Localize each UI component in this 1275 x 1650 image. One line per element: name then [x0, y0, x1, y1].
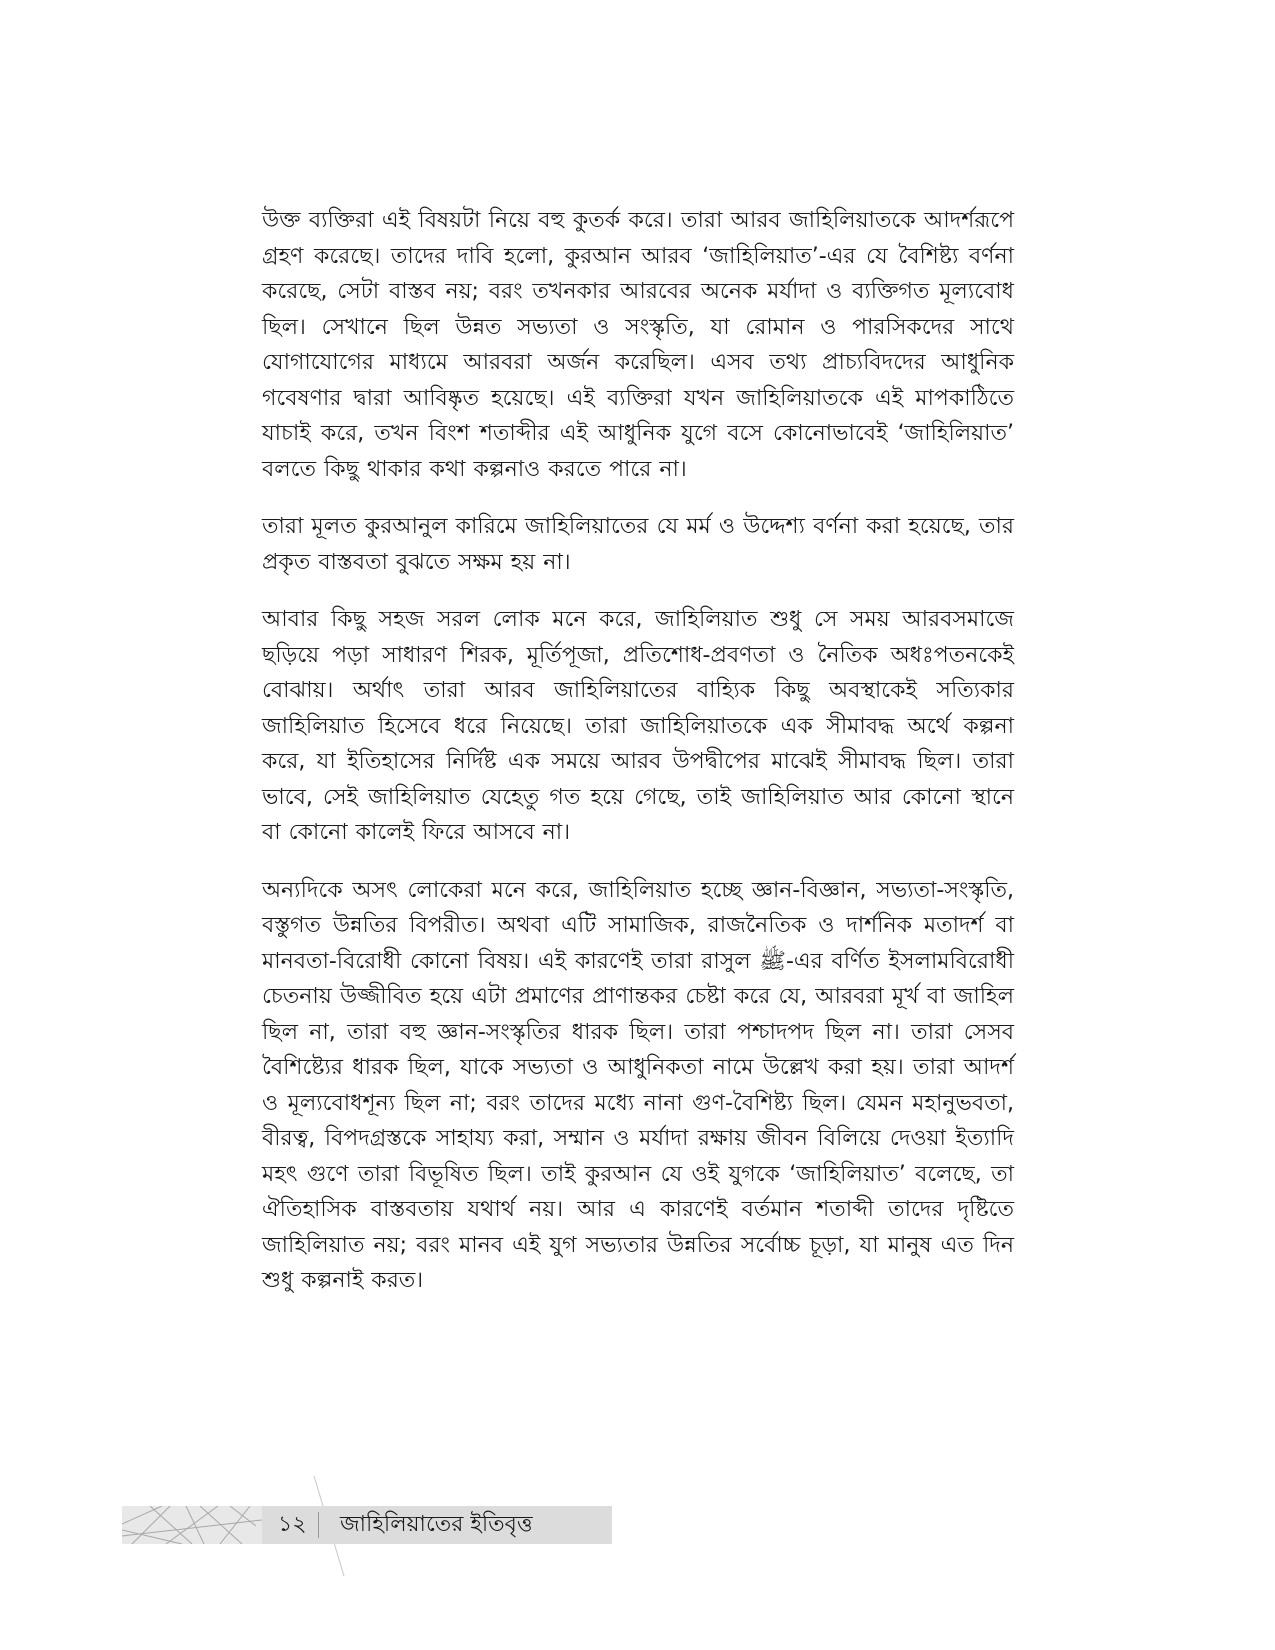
footer-pattern-decoration [122, 1506, 262, 1544]
paragraph-1: উক্ত ব্যক্তিরা এই বিষয়টা নিয়ে বহু কুতর্ক করে। তারা আরব জাহিলিয়াতকে আদর্শরূপে গ্রহণ করেছে। তাদের দাবি হলো, কুরআন আরব ‘জাহিলিয়াত’-এর যে বৈশিষ্ট্য বর্ণনা করেছে, সেটা বাস্তব নয়; বরং তখনকার আরবের অনেক মর্যাদা ও ব্যক্তিগত মূল্যবোধ ছিল। সেখানে ছিল উন্নত সভ্যতা ও সংস্কৃতি, যা রোমান ও পারসিকদের সাথে যোগাযোগের মাধ্যমে আরবরা অর্জন করেছিল। এসব তথ্য প্রাচ্যবিদদের আধুনিক গবেষণার দ্বারা আবিষ্কৃত হয়েছে। এই ব্যক্তিরা যখন জাহিলিয়াতকে এই মাপকাঠিতে যাচাই করে, তখন বিংশ শতাব্দীর এই আধুনিক যুগে বসে কোনোভাবেই ‘জাহিলিয়াত’ বলতে কিছু থাকার কথা কল্পনাও করতে পারে না। [262, 208, 1014, 482]
footer-divider [318, 1512, 319, 1538]
paragraph-2: তারা মূলত কুরআনুল কারিমে জাহিলিয়াতের যে মর্ম ও উদ্দেশ্য বর্ণনা করা হয়েছে, তার প্রকৃত বাস্তবতা বুঝতে সক্ষম হয় না। [262, 514, 1014, 575]
paragraph-4: অন্যদিকে অসৎ লোকেরা মনে করে, জাহিলিয়াত হচ্ছে জ্ঞান-বিজ্ঞান, সভ্যতা-সংস্কৃতি, বস্তুগত উন্নতির বিপরীত। অথবা এটি সামাজিক, রাজনৈতিক ও দার্শনিক মতাদর্শ বা মানবতা-বিরোধী কোনো বিষয়। এই কারণেই তারা রাসুল ﷺ-এর বর্ণিত ইসলামবিরোধী চেতনায় উজ্জীবিত হয়ে এটা প্রমাণের প্রাণান্তকর চেষ্টা করে যে, আরবরা মূর্খ বা জাহিল ছিল না, তারা বহু জ্ঞান-সংস্কৃতির ধারক ছিল। তারা পশ্চাদপদ ছিল না। তারা সেসব বৈশিষ্ট্যের ধারক ছিল, যাকে সভ্যতা ও আধুনিকতা নামে উল্লেখ করা হয়। তারা আদর্শ ও মূল্যবোধশূন্য ছিল না; বরং তাদের মধ্যে নানা গুণ-বৈশিষ্ট্য ছিল। যেমন মহানুভবতা, বীরত্ব, বিপদগ্রস্তকে সাহায্য করা, সম্মান ও মর্যাদা রক্ষায় জীবন বিলিয়ে দেওয়া ইত্যাদি মহৎ গুণে তারা বিভূষিত ছিল। তাই কুরআন যে ওই যুগকে ‘জাহিলিয়াত’ বলেছে, তা ঐতিহাসিক বাস্তবতায় যথার্থ নয়। আর এ কারণেই বর্তমান শতাব্দী তাদের দৃষ্টিতে জাহিলিয়াত নয়; বরং মানব এই যুগ সভ্যতার উন্নতির সর্বোচ্চ চূড়া, যা মানুষ এত দিন শুধু কল্পনাই করত। [262, 877, 1014, 1293]
running-title: জাহিলিয়াতের ইতিবৃত্ত [340, 1512, 533, 1537]
page-footer [122, 1506, 612, 1544]
page-number: ১২ [278, 1512, 307, 1537]
page-body [262, 203, 1014, 1321]
paragraph-3: আবার কিছু সহজ সরল লোক মনে করে, জাহিলিয়াত শুধু সে সময় আরবসমাজে ছড়িয়ে পড়া সাধারণ শিরক, মূর্তিপূজা, প্রতিশোধ-প্রবণতা ও নৈতিক অধঃপতনকেই বোঝায়। অর্থাৎ তারা আরব জাহিলিয়াতের বাহ্যিক কিছু অবস্থাকেই সত্যিকার জাহিলিয়াত হিসেবে ধরে নিয়েছে। তারা জাহিলিয়াতকে এক সীমাবদ্ধ অর্থে কল্পনা করে, যা ইতিহাসের নির্দিষ্ট এক সময়ে আরব উপদ্বীপের মাঝেই সীমাবদ্ধ ছিল। তারা ভাবে, সেই জাহিলিয়াত যেহেতু গত হয়ে গেছে, তাই জাহিলিয়াত আর কোনো স্থানে বা কোনো কালেই ফিরে আসবে না। [262, 607, 1014, 845]
